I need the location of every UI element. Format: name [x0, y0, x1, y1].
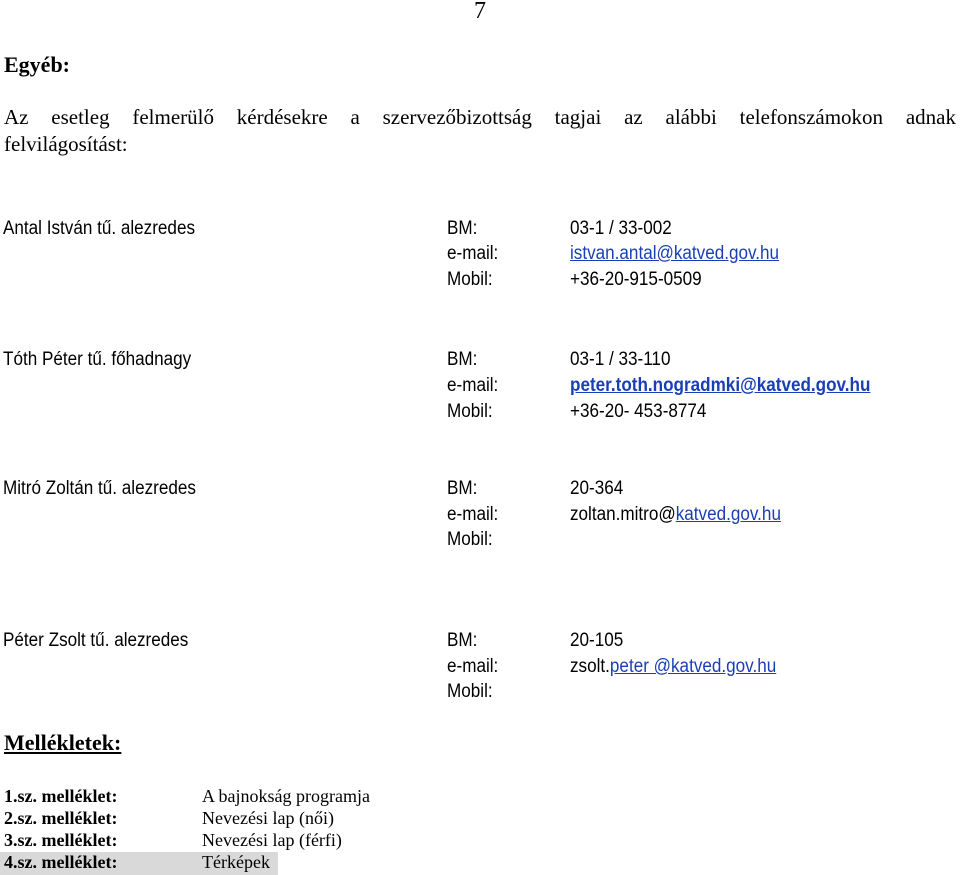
bm-label: BM:: [447, 218, 478, 239]
email-address: [570, 656, 776, 678]
email-link[interactable]: peter @katved.gov.hu: [609, 656, 777, 677]
email-prefix: zoltan.mitro@: [570, 504, 676, 525]
email-label: e-mail:: [447, 504, 499, 525]
bm-number: 03-1 / 33-110: [570, 349, 671, 370]
mobil-label: Mobil:: [447, 529, 493, 550]
mobil-label: Mobil:: [447, 401, 493, 422]
email-address: [570, 504, 781, 526]
email-label: e-mail:: [447, 656, 499, 677]
bm-label: BM:: [447, 349, 478, 370]
attachment-title: Nevezési lap (női): [202, 808, 334, 828]
contact-name: Mitró Zoltán tű. alezredes: [3, 478, 196, 499]
attachment-title: A bajnokság programja: [202, 786, 370, 806]
email-label: e-mail:: [447, 375, 499, 396]
bm-number: 03-1 / 33-002: [570, 218, 672, 239]
bm-number: 20-105: [570, 630, 624, 651]
contact-name: Tóth Péter tű. főhadnagy: [3, 349, 192, 370]
email-label: e-mail:: [447, 243, 499, 264]
email-link[interactable]: peter.toth.nogradmki@katved.gov.hu: [570, 375, 871, 396]
intro-text-line2: felvilágosítást:: [4, 132, 128, 156]
page-number: 7: [474, 0, 486, 24]
email-link[interactable]: katved.gov.hu: [675, 504, 781, 525]
attachment-title: Nevezési lap (férfi): [202, 830, 342, 850]
mobil-number: +36-20-915-0509: [570, 269, 702, 290]
attachment-title: Térképek: [202, 852, 270, 872]
email-prefix: zsolt.: [570, 656, 610, 677]
attachment-label: 4.sz. melléklet:: [4, 852, 118, 872]
bm-label: BM:: [447, 630, 478, 651]
mobil-number: +36-20- 453-8774: [570, 401, 707, 422]
contact-name: Antal István tű. alezredes: [3, 218, 196, 239]
bm-number: 20-364: [570, 478, 624, 499]
attachments-heading: Mellékletek:: [4, 730, 122, 755]
section-heading: Egyéb:: [4, 52, 70, 77]
attachment-label: 1.sz. melléklet:: [4, 786, 118, 806]
email-link[interactable]: istvan.antal@katved.gov.hu: [570, 243, 780, 264]
intro-text-line1: Az esetleg felmerülő kérdésekre a szervezőbizottság tagjai az alábbi telefonszámokon adnak: [4, 105, 956, 129]
mobil-label: Mobil:: [447, 681, 493, 702]
mobil-label: Mobil:: [447, 269, 493, 290]
contact-name: Péter Zsolt tű. alezredes: [3, 630, 189, 651]
attachment-label: 2.sz. melléklet:: [4, 808, 118, 828]
bm-label: BM:: [447, 478, 478, 499]
attachment-label: 3.sz. melléklet:: [4, 830, 118, 850]
